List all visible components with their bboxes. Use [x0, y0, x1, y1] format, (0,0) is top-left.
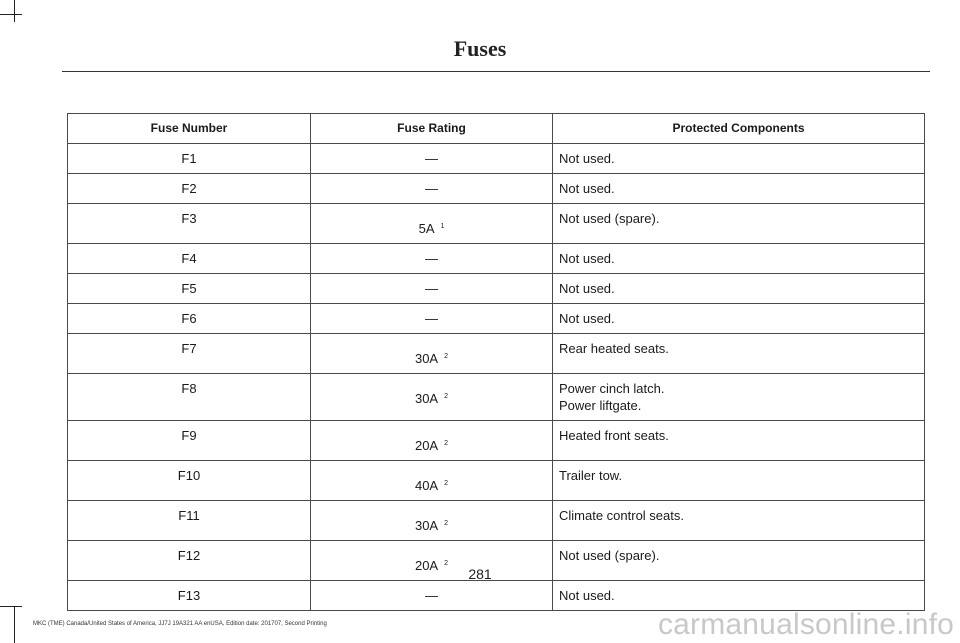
protected-components-cell: [553, 144, 925, 174]
table-row: [68, 421, 925, 461]
fuse-rating-cell: [311, 461, 553, 501]
fuse-rating-text: 30A: [414, 391, 439, 406]
footnote-marker: 1: [440, 223, 445, 230]
fuse-number-cell: F10: [68, 461, 311, 501]
footnote-marker: 2: [444, 520, 449, 527]
protected-components-cell: [553, 334, 925, 374]
fuse-rating-text: —: [425, 311, 438, 326]
header-divider: [62, 71, 930, 72]
protected-components-cell: [553, 581, 925, 611]
fuse-number-cell: F7: [68, 334, 311, 374]
fuse-rating-text: —: [425, 251, 438, 266]
table-row: [68, 244, 925, 274]
fuse-rating-cell: [311, 144, 553, 174]
fuse-rating-cell: [311, 244, 553, 274]
component-line: Not used.: [559, 181, 615, 196]
component-line: Rear heated seats.: [559, 341, 669, 356]
crop-mark-bottom-horizontal: [0, 606, 22, 607]
footnote-marker: 2: [444, 480, 449, 487]
page-number: 281: [468, 566, 492, 582]
protected-components-cell: [553, 421, 925, 461]
fuse-rating-cell: [311, 174, 553, 204]
table-row: [68, 304, 925, 334]
component-line: Not used.: [559, 281, 615, 296]
footer-edition-text: MKC (TME) Canada/United States of America, JJ7J 19A321 AA enUSA, Edition date: 201707, Second Printing: [33, 621, 327, 627]
protected-components-cell: [553, 304, 925, 334]
fuse-rating-cell: [311, 204, 553, 244]
fuse-rating-text: —: [425, 588, 438, 603]
fuse-number-cell: F6: [68, 304, 311, 334]
fuse-rating-value: [415, 390, 448, 407]
fuse-rating-value: [415, 350, 448, 367]
fuse-number-cell: F12: [68, 541, 311, 581]
fuse-rating-cell: [311, 374, 553, 421]
fuse-rating-value: [425, 587, 438, 604]
footnote-marker: 2: [444, 440, 449, 447]
crop-mark-top-horizontal: [0, 14, 22, 15]
fuse-rating-text: 5A: [418, 221, 435, 236]
fuse-number-cell: F11: [68, 501, 311, 541]
table-row: [68, 501, 925, 541]
column-header-protected-components: Protected Components: [553, 114, 925, 144]
fuse-rating-value: [425, 250, 438, 267]
fuse-number-cell: F4: [68, 244, 311, 274]
protected-components-cell: [553, 204, 925, 244]
fuse-rating-text: 40A: [414, 478, 439, 493]
protected-components-cell: [553, 461, 925, 501]
protected-components-cell: [553, 501, 925, 541]
crop-mark-top-vertical: [14, 0, 15, 22]
component-line: Not used.: [559, 151, 615, 166]
footnote-marker: 2: [444, 560, 449, 567]
fuse-number-cell: F9: [68, 421, 311, 461]
component-line: Power cinch latch.: [559, 381, 665, 396]
component-line: Power liftgate.: [559, 398, 642, 413]
protected-components-cell: [553, 174, 925, 204]
component-line: Not used.: [559, 588, 615, 603]
fuse-number-cell: F5: [68, 274, 311, 304]
fuse-rating-cell: [311, 501, 553, 541]
column-header-fuse-number: Fuse Number: [68, 114, 311, 144]
fuse-rating-value: [415, 477, 448, 494]
watermark: carmanualsonline.info: [657, 608, 954, 641]
fuse-rating-value: [425, 180, 438, 197]
component-line: Not used.: [559, 251, 615, 266]
component-line: Not used (spare).: [559, 211, 660, 226]
fuse-table-body: [68, 144, 925, 611]
crop-mark-bottom-vertical: [14, 606, 15, 643]
fuse-number-cell: F2: [68, 174, 311, 204]
fuse-number-cell: F3: [68, 204, 311, 244]
fuse-rating-text: 30A: [414, 518, 439, 533]
component-line: Not used (spare).: [559, 548, 660, 563]
column-header-fuse-rating: Fuse Rating: [311, 114, 553, 144]
table-row: [68, 144, 925, 174]
fuse-rating-cell: [311, 334, 553, 374]
component-line: Climate control seats.: [559, 508, 684, 523]
fuse-rating-cell: [311, 421, 553, 461]
fuse-rating-value: [425, 150, 438, 167]
fuse-rating-cell: [311, 304, 553, 334]
component-line: Heated front seats.: [559, 428, 669, 443]
table-row: [68, 274, 925, 304]
fuse-rating-value: [425, 280, 438, 297]
fuse-number-cell: F1: [68, 144, 311, 174]
fuse-rating-value: [415, 437, 448, 454]
table-row: [68, 581, 925, 611]
fuse-rating-text: 20A: [414, 438, 439, 453]
table-row: [68, 461, 925, 501]
protected-components-cell: [553, 244, 925, 274]
fuse-rating-value: [419, 220, 445, 237]
component-line: Trailer tow.: [559, 468, 623, 483]
fuse-rating-cell: [311, 274, 553, 304]
protected-components-cell: [553, 374, 925, 421]
component-line: Not used.: [559, 311, 615, 326]
table-row: [68, 374, 925, 421]
fuse-rating-text: —: [425, 181, 438, 196]
table-row: [68, 174, 925, 204]
fuse-number-cell: F8: [68, 374, 311, 421]
fuse-rating-text: —: [425, 151, 438, 166]
fuse-rating-text: 30A: [414, 351, 439, 366]
page-title: Fuses: [453, 36, 507, 61]
footnote-marker: 2: [444, 393, 449, 400]
footnote-marker: 2: [444, 353, 449, 360]
fuse-rating-cell: [311, 581, 553, 611]
protected-components-cell: [553, 274, 925, 304]
table-row: [68, 204, 925, 244]
table-row: [68, 334, 925, 374]
fuse-rating-text: —: [425, 281, 438, 296]
fuse-rating-text: 20A: [414, 558, 439, 573]
table-header-row: [68, 114, 925, 144]
fuse-rating-value: [415, 517, 448, 534]
fuse-number-cell: F13: [68, 581, 311, 611]
fuse-table: [67, 113, 925, 611]
fuse-rating-value: [425, 310, 438, 327]
